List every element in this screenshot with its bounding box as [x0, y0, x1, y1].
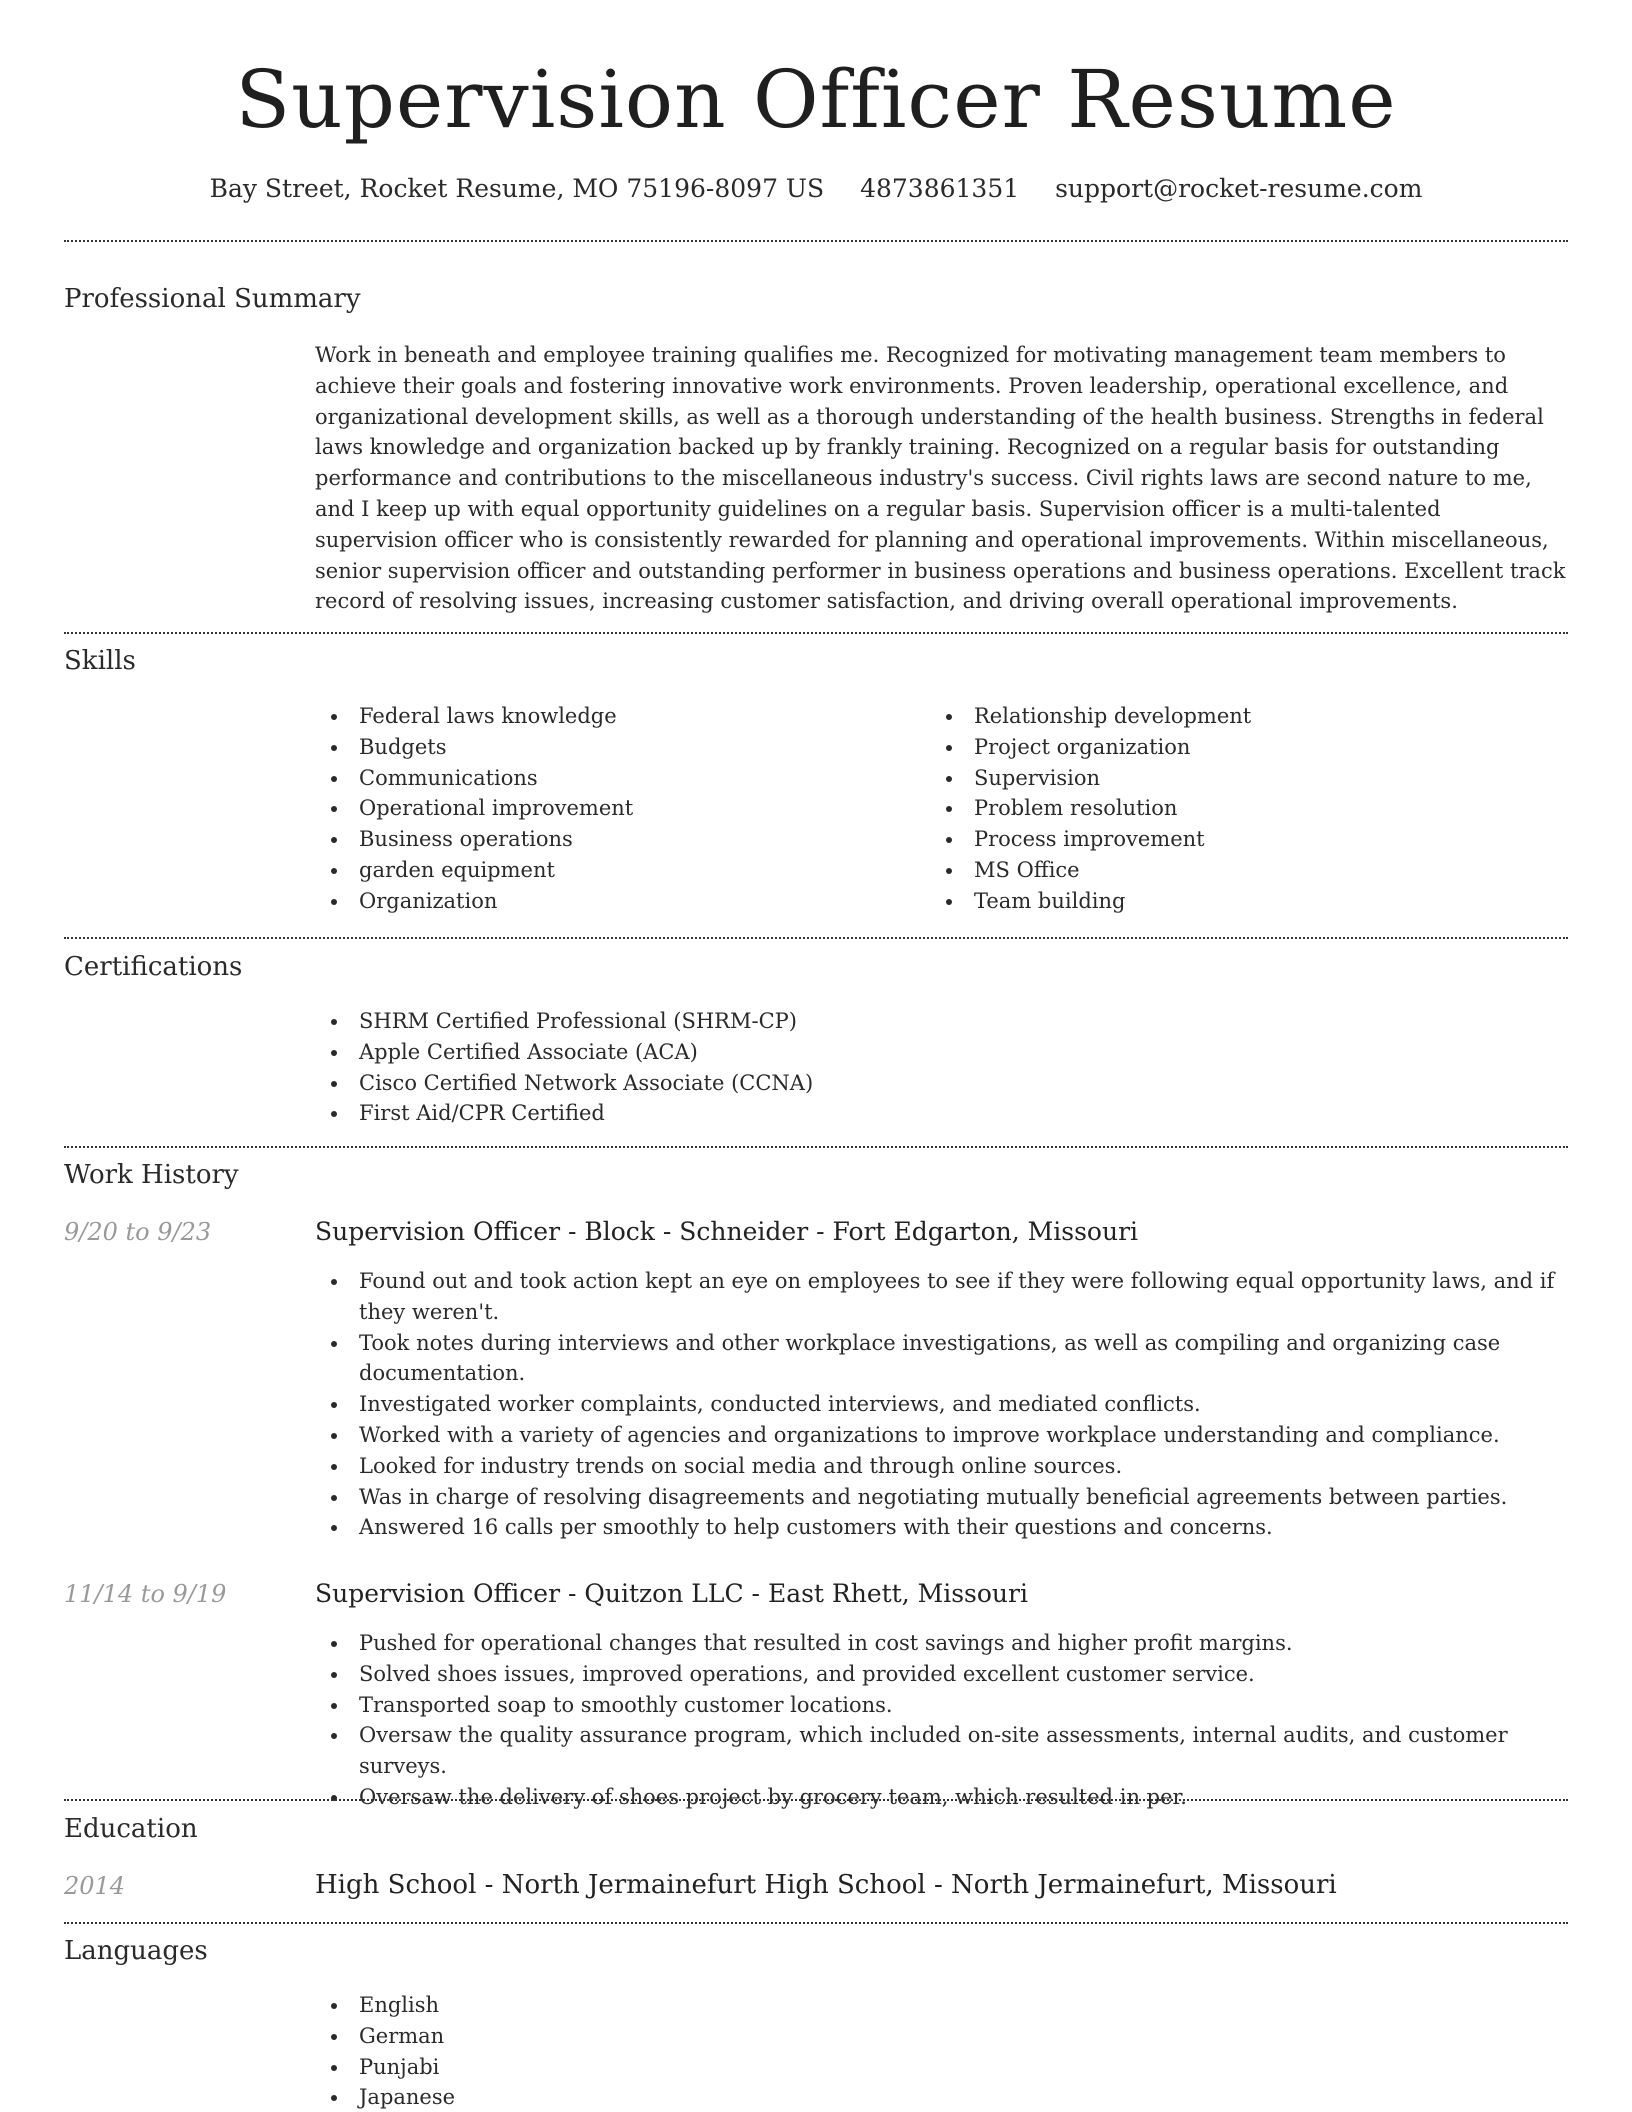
job-bullet: Answered 16 calls per smoothly to help customers with their questions and concerns.	[315, 1512, 1568, 1543]
job-bullet: Transported soap to smoothly customer locations.	[315, 1690, 1568, 1721]
divider	[64, 240, 1568, 242]
job-bullet: Looked for industry trends on social media and through online sources.	[315, 1451, 1568, 1482]
language-item: Punjabi	[315, 2052, 1568, 2083]
contact-phone: 4873861351	[860, 174, 1020, 203]
skills-list-right	[930, 701, 1568, 917]
skill-item: Project organization	[930, 732, 1568, 763]
education-degree: High School - North Jermainefurt High School - North Jermainefurt, Missouri	[315, 1870, 1337, 1900]
divider	[64, 1146, 1568, 1148]
job-bullet: Investigated worker complaints, conducted interviews, and mediated conflicts.	[315, 1389, 1568, 1420]
skill-item: garden equipment	[315, 855, 915, 886]
skill-item: Supervision	[930, 763, 1568, 794]
job-bullets	[315, 1266, 1568, 1543]
contact-email: support@rocket-resume.com	[1055, 174, 1423, 203]
contact-line	[64, 172, 1568, 206]
divider	[64, 1922, 1568, 1924]
certifications-list	[315, 1006, 1568, 1129]
divider	[64, 1799, 1568, 1801]
job-bullet: Worked with a variety of agencies and organizations to improve workplace understanding and compliance.	[315, 1420, 1568, 1451]
skill-item: Budgets	[315, 732, 915, 763]
skill-item: Process improvement	[930, 824, 1568, 855]
job-bullet: Solved shoes issues, improved operations, and provided excellent customer service.	[315, 1659, 1568, 1690]
divider	[64, 937, 1568, 939]
job-title: Supervision Officer - Block - Schneider - Fort Edgarton, Missouri	[315, 1217, 1139, 1246]
section-title-certifications: Certifications	[64, 952, 243, 982]
job-dates: 11/14 to 9/19	[64, 1580, 227, 1608]
skill-item: Operational improvement	[315, 793, 915, 824]
certification-item: First Aid/CPR Certified	[315, 1098, 1568, 1129]
skills-list-left	[315, 701, 915, 917]
skill-item: MS Office	[930, 855, 1568, 886]
job-bullets	[315, 1628, 1568, 1813]
skill-item: Team building	[930, 886, 1568, 917]
job-dates: 9/20 to 9/23	[64, 1218, 212, 1246]
skill-item: Organization	[315, 886, 915, 917]
summary-text: Work in beneath and employee training qualifies me. Recognized for motivating management team members to achieve their goals and fostering innovative work environments. Proven leadership, operational excellence, and organizational development skills, as well as a thorough understanding of the health business. Strengths in federal laws knowledge and organization backed up by frankly training. Recognized on a regular basis for outstanding performance and contributions to the miscellaneous industry's success. Civil rights laws are second nature to me, and I keep up with equal opportunity guidelines on a regular basis. Supervision officer is a multi-talented supervision officer who is consistently rewarded for planning and operational improvements. Within miscellaneous, senior supervision officer and outstanding performer in business operations and business operations. Excellent track record of resolving issues, increasing customer satisfaction, and driving overall operational improvements.	[315, 343, 1566, 614]
skill-item: Business operations	[315, 824, 915, 855]
job-title: Supervision Officer - Quitzon LLC - East Rhett, Missouri	[315, 1579, 1028, 1608]
job-bullet: Was in charge of resolving disagreements and negotiating mutually beneficial agreements between parties.	[315, 1482, 1568, 1513]
certification-item: SHRM Certified Professional (SHRM-CP)	[315, 1006, 1568, 1037]
job-bullet: Pushed for operational changes that resulted in cost savings and higher profit margins.	[315, 1628, 1568, 1659]
section-title-work-history: Work History	[64, 1160, 239, 1190]
job-bullet: Oversaw the delivery of shoes project by grocery team, which resulted in per.	[315, 1782, 1568, 1813]
skill-item: Problem resolution	[930, 793, 1568, 824]
resume-title: Supervision Officer Resume	[235, 53, 1397, 146]
section-title-languages: Languages	[64, 1936, 208, 1966]
language-item: German	[315, 2021, 1568, 2052]
divider	[64, 632, 1568, 634]
job-bullet: Oversaw the quality assurance program, which included on-site assessments, internal audits, and customer surveys.	[315, 1720, 1568, 1782]
section-title-summary: Professional Summary	[64, 284, 361, 314]
section-title-skills: Skills	[64, 646, 136, 676]
certification-item: Cisco Certified Network Associate (CCNA)	[315, 1068, 1568, 1099]
skill-item: Relationship development	[930, 701, 1568, 732]
certification-item: Apple Certified Associate (ACA)	[315, 1037, 1568, 1068]
skill-item: Communications	[315, 763, 915, 794]
skill-item: Federal laws knowledge	[315, 701, 915, 732]
job-bullet: Took notes during interviews and other workplace investigations, as well as compiling and organizing case documentation.	[315, 1328, 1568, 1390]
language-item: Japanese	[315, 2082, 1568, 2112]
section-title-education: Education	[64, 1814, 198, 1844]
languages-list	[315, 1990, 1568, 2112]
job-bullet: Found out and took action kept an eye on employees to see if they were following equal opportunity laws, and if they weren't.	[315, 1266, 1568, 1328]
education-year: 2014	[64, 1872, 126, 1900]
language-item: English	[315, 1990, 1568, 2021]
contact-address: Bay Street, Rocket Resume, MO 75196-8097 US	[209, 174, 825, 203]
